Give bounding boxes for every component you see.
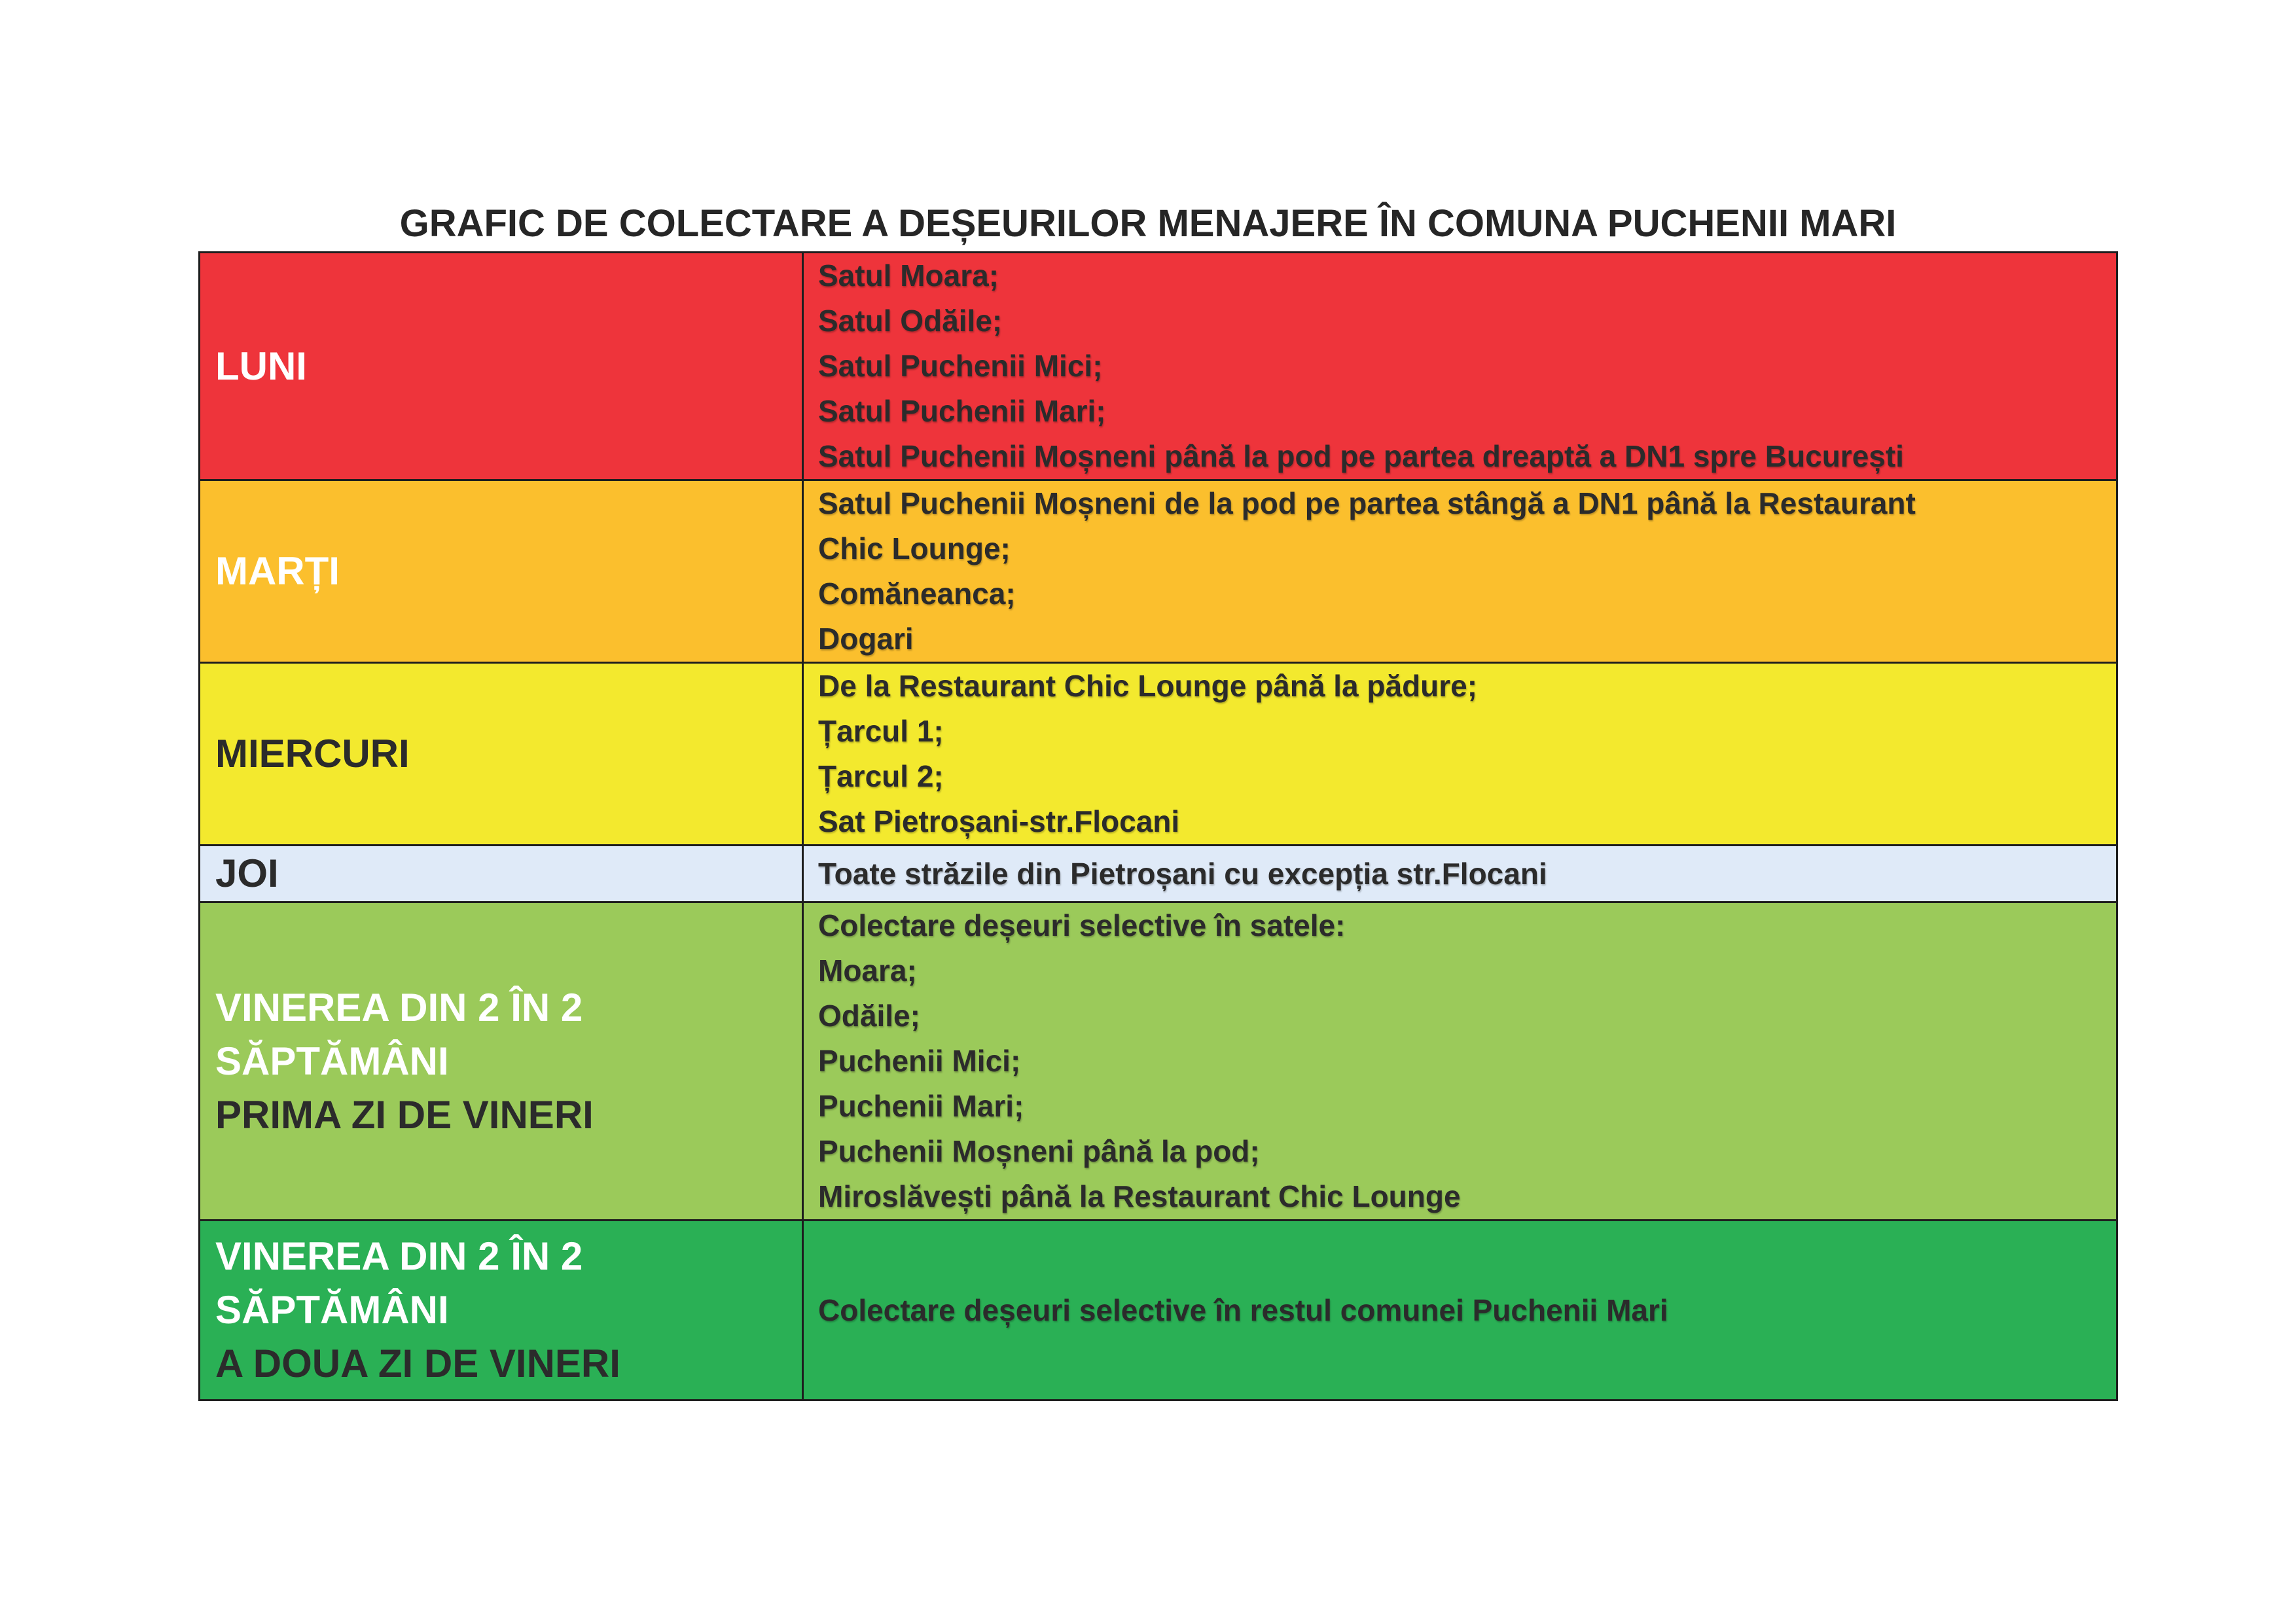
locations-cell-joi <box>803 846 2117 902</box>
location-item: Moara; <box>818 954 917 988</box>
location-item: Colectare deșeuri selective în restul comunei Puchenii Mari <box>818 1293 1668 1327</box>
location-item: Puchenii Moșneni până la pod; <box>818 1134 1260 1168</box>
table-row-vinerea-prima <box>200 902 2117 1221</box>
locations-cell-vinerea-prima <box>803 902 2117 1221</box>
day-label: SĂPTĂMÂNI <box>215 1288 449 1332</box>
location-item: Satul Moara; <box>818 259 999 293</box>
location-item: Satul Puchenii Moșneni până la pod pe partea dreaptă a DN1 spre București <box>818 439 1904 473</box>
day-cell-miercuri <box>200 663 803 846</box>
day-label: MIERCURI <box>215 732 410 776</box>
table-row-luni <box>200 253 2117 480</box>
table-row-marti <box>200 480 2117 663</box>
location-item: Comăneanca; <box>818 577 1016 611</box>
day-label: MARȚI <box>215 549 340 593</box>
locations-cell-marti <box>803 480 2117 663</box>
location-item: Colectare deșeuri selective în satele: <box>818 908 1346 942</box>
location-item: Puchenii Mici; <box>818 1044 1021 1078</box>
collection-schedule-table <box>198 251 2118 1401</box>
day-sublabel: A DOUA ZI DE VINERI <box>215 1342 620 1385</box>
day-label: JOI <box>215 851 279 895</box>
location-item: Odăile; <box>818 999 920 1033</box>
location-item: Sat Pietroșani-str.Flocani <box>818 804 1180 838</box>
location-item: Puchenii Mari; <box>818 1089 1024 1123</box>
location-item: Țarcul 1; <box>818 714 944 748</box>
location-item: Țarcul 2; <box>818 759 944 793</box>
day-label: VINEREA DIN 2 ÎN 2 <box>215 985 583 1029</box>
document-title: GRAFIC DE COLECTARE A DEȘEURILOR MENAJERE ÎN COMUNA PUCHENII MARI <box>399 202 1897 245</box>
location-item: De la Restaurant Chic Lounge până la pădure; <box>818 669 1478 703</box>
day-sublabel: PRIMA ZI DE VINERI <box>215 1092 594 1137</box>
location-item: Satul Puchenii Mici; <box>818 349 1103 383</box>
location-item: Satul Puchenii Mari; <box>818 394 1106 428</box>
day-cell-joi <box>200 846 803 902</box>
day-cell-luni <box>200 253 803 480</box>
location-item: Chic Lounge; <box>818 531 1011 565</box>
table-row-joi <box>200 846 2117 902</box>
location-item: Toate străzile din Pietroșani cu excepția str.Flocani <box>818 856 1547 891</box>
day-label: LUNI <box>215 344 307 388</box>
day-label: VINEREA DIN 2 ÎN 2 <box>215 1234 583 1278</box>
location-item: Miroslăvești până la Restaurant Chic Lounge <box>818 1179 1461 1213</box>
locations-cell-luni <box>803 253 2117 480</box>
day-cell-marti <box>200 480 803 663</box>
table-row-miercuri <box>200 663 2117 846</box>
day-cell-vinerea-prima <box>200 902 803 1221</box>
locations-cell-vinerea-a-doua <box>803 1221 2117 1400</box>
day-label: SĂPTĂMÂNI <box>215 1039 449 1083</box>
location-item: Satul Odăile; <box>818 304 1003 338</box>
day-cell-vinerea-a-doua <box>200 1221 803 1400</box>
locations-cell-miercuri <box>803 663 2117 846</box>
location-item: Satul Puchenii Moșneni de la pod pe partea stângă a DN1 până la Restaurant <box>818 486 1916 520</box>
location-item: Dogari <box>818 622 914 656</box>
table-row-vinerea-a-doua <box>200 1221 2117 1400</box>
